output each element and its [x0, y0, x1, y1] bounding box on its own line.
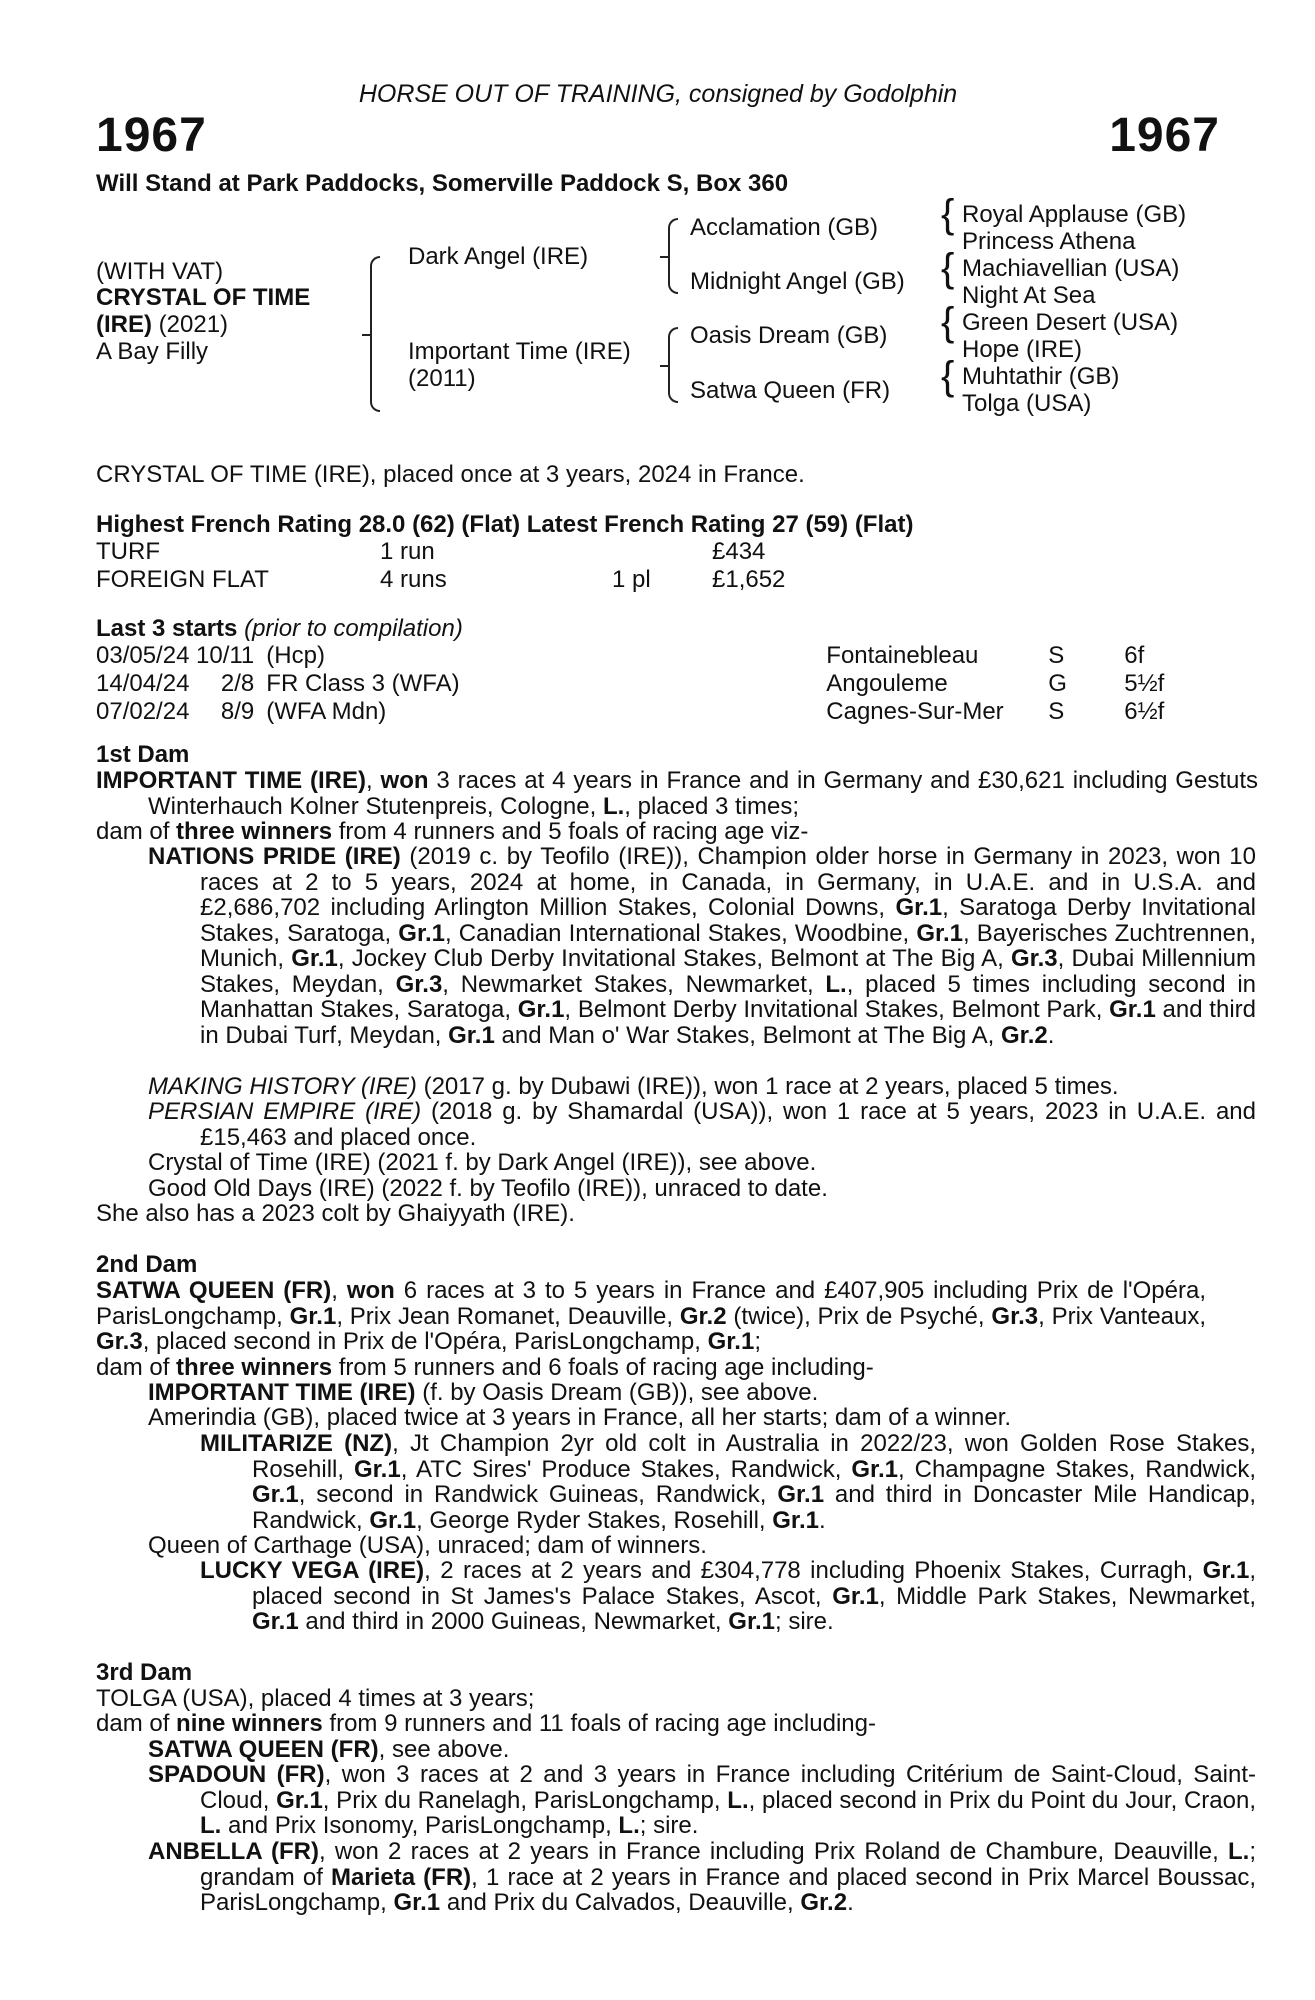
- good-old-days-entry: Good Old Days (IRE) (2022 f. by Teofilo (IRE)), unraced to date.: [148, 1175, 828, 1202]
- gg-dam-3: Hope (IRE): [962, 336, 1083, 363]
- second-dam-record: SATWA QUEEN (FR), won 6 races at 3 to 5 years in France and £407,905 including Prix de l'Opéra, ParisLongchamp, Gr.1, Prix Jean Romanet, Deauville, Gr.2 (twice), Prix de Psyché, Gr.3, Prix Vanteaux, Gr.3, placed second in Prix de l'Opéra, ParisLongchamp, Gr.1;: [96, 1277, 1207, 1355]
- vat-note: (WITH VAT): [96, 258, 224, 285]
- sire-dam: Midnight Angel (GB): [690, 268, 905, 295]
- lot-number-left: 1967: [96, 109, 207, 162]
- also-has-note: She also has a 2023 colt by Ghaiyyath (IRE).: [96, 1200, 575, 1227]
- dam-name: Important Time (IRE): [408, 338, 631, 365]
- making-history-entry: MAKING HISTORY (IRE) (2017 g. by Dubawi (IRE)), won 1 race at 2 years, placed 5 times.: [148, 1073, 1119, 1100]
- curly-brace: {: [941, 300, 955, 344]
- race-summary: CRYSTAL OF TIME (IRE), placed once at 3 years, 2024 in France.: [96, 461, 805, 488]
- curly-brace: {: [941, 246, 955, 290]
- first-dam-heading: 1st Dam: [96, 741, 190, 768]
- nations-pride-entry: NATIONS PRIDE (IRE) (2019 c. by Teofilo (IRE)), Champion older horse in Germany in 2023, won 10 races at 2 to 5 years, 2024 at home, in Canada, in Germany, in U.A.E. and in U.S.A. and £2,686,702 including Arlington Million Stakes, Colonial Downs, Gr.1, Saratoga Derby Invitational Stakes, Saratoga, Gr.1, Canadian International Stakes, Woodbine, Gr.1, Bayerisches Zuchtrennen, Munich, Gr.1, Jockey Club Derby Invitational Stakes, Belmont at The Big A, Gr.3, Dubai Millennium Stakes, Meydan, Gr.3, Newmarket Stakes, Newmarket, L., placed 5 times including second in Manhattan Stakes, Saratoga, Gr.1, Belmont Derby Invitational Stakes, Belmont Park, Gr.1 and third in Dubai Turf, Meydan, Gr.1 and Man o' War Stakes, Belmont at The Big A, Gr.2.: [148, 843, 1257, 1049]
- satwa-queen-entry: SATWA QUEEN (FR), see above.: [148, 1736, 510, 1763]
- persian-empire-entry: PERSIAN EMPIRE (IRE) (2018 g. by Shamardal (USA)), won 1 race at 5 years, 2023 in U.A.E. and £15,463 and placed once.: [148, 1098, 1256, 1151]
- table-row: 03/05/24 10/11 (Hcp) Fontainebleau S 6f: [96, 642, 1145, 669]
- dam-sire: Oasis Dream (GB): [690, 322, 888, 349]
- race-record-table: [96, 538, 785, 594]
- first-dam-record: IMPORTANT TIME (IRE), won 3 races at 4 years in France and in Germany and £30,621 including Gestuts Winterhauch Kolner Stutenpreis, Cologne, L., placed 3 times;: [96, 767, 1259, 820]
- sire-name: Dark Angel (IRE): [408, 243, 589, 270]
- last-starts-heading: Last 3 starts (prior to compilation): [96, 615, 463, 642]
- third-dam-heading: 3rd Dam: [96, 1659, 193, 1686]
- gg-dam-2: Night At Sea: [962, 282, 1096, 309]
- table-row: TURF 1 run £434: [96, 538, 766, 565]
- bracket-main: [370, 256, 380, 412]
- gg-dam-4: Tolga (USA): [962, 390, 1092, 417]
- lot-number-right: 1967: [1109, 109, 1220, 162]
- table-row: 07/02/24 8/9 (WFA Mdn) Cagnes-Sur-Mer S 6½f: [96, 698, 1165, 725]
- important-time-entry: IMPORTANT TIME (IRE) (f. by Oasis Dream (GB)), see above.: [148, 1379, 819, 1406]
- rating-line: Highest French Rating 28.0 (62) (Flat) Latest French Rating 27 (59) (Flat): [96, 511, 914, 538]
- horse-description: A Bay Filly: [96, 338, 209, 365]
- second-dam-produce-line: dam of three winners from 5 runners and 6 foals of racing age including-: [96, 1354, 874, 1381]
- second-dam-heading: 2nd Dam: [96, 1251, 198, 1278]
- gg-sire-3: Green Desert (USA): [962, 309, 1179, 336]
- third-dam-produce-line: dam of nine winners from 9 runners and 11 foals of racing age including-: [96, 1710, 876, 1737]
- curly-brace: {: [941, 354, 955, 398]
- gg-sire-1: Royal Applause (GB): [962, 201, 1187, 228]
- dam-year: (2011): [408, 365, 476, 392]
- third-dam-record: TOLGA (USA), placed 4 times at 3 years;: [96, 1685, 535, 1712]
- crystal-of-time-entry: Crystal of Time (IRE) (2021 f. by Dark Angel (IRE)), see above.: [148, 1149, 817, 1176]
- gg-dam-1: Princess Athena: [962, 228, 1136, 255]
- militarize-entry: MILITARIZE (NZ), Jt Champion 2yr old colt in Australia in 2022/23, won Golden Rose Stakes, Rosehill, Gr.1, ATC Sires' Produce Stakes, Randwick, Gr.1, Champagne Stakes, Randwick, Gr.1, second in Randwick Guineas, Randwick, Gr.1 and third in Doncaster Mile Handicap, Randwick, Gr.1, George Ryder Stakes, Rosehill, Gr.1.: [200, 1430, 1257, 1534]
- dam-dam: Satwa Queen (FR): [690, 377, 891, 404]
- queen-of-carthage-entry: Queen of Carthage (USA), unraced; dam of winners.: [148, 1532, 707, 1559]
- bracket-dam: [668, 327, 678, 403]
- sire-sire: Acclamation (GB): [690, 214, 879, 241]
- horse-name: CRYSTAL OF TIME: [96, 284, 311, 311]
- lucky-vega-entry: LUCKY VEGA (IRE), 2 races at 2 years and £304,778 including Phoenix Stakes, Curragh, Gr.1, placed second in St James's Palace Stakes, Ascot, Gr.1, Middle Park Stakes, Newmarket, Gr.1 and third in 2000 Guineas, Newmarket, Gr.1; sire.: [200, 1557, 1257, 1635]
- first-dam-produce-line: dam of three winners from 4 runners and 5 foals of racing age viz-: [96, 818, 809, 845]
- curly-brace: {: [941, 192, 955, 236]
- spadoun-entry: SPADOUN (FR), won 3 races at 2 and 3 years in France including Critérium de Saint-Cloud, Saint-Cloud, Gr.1, Prix du Ranelagh, ParisLongchamp, L., placed second in Prix du Point du Jour, Craon, L. and Prix Isonomy, ParisLongchamp, L.; sire.: [148, 1761, 1257, 1839]
- bracket-sire: [668, 218, 678, 294]
- consignor-subtitle: HORSE OUT OF TRAINING, consigned by Godolphin: [358, 80, 958, 108]
- horse-name-suffix-year: (IRE) (2021): [96, 311, 229, 338]
- stand-location: Will Stand at Park Paddocks, Somerville Paddock S, Box 360: [96, 170, 789, 197]
- amerindia-entry: Amerindia (GB), placed twice at 3 years in France, all her starts; dam of a winner.: [148, 1404, 1012, 1431]
- last-starts-table: [96, 642, 1164, 726]
- anbella-entry: ANBELLA (FR), won 2 races at 2 years in France including Prix Roland de Chambure, Deauville, L.; grandam of Marieta (FR), 1 race at 2 years in France and placed second in Prix Marcel Boussac, ParisLongchamp, Gr.1 and Prix du Calvados, Deauville, Gr.2.: [148, 1838, 1257, 1916]
- table-row: FOREIGN FLAT 4 runs 1 pl £1,652: [96, 566, 786, 593]
- table-row: 14/04/24 2/8 FR Class 3 (WFA) Angouleme G 5½f: [96, 670, 1165, 697]
- gg-sire-2: Machiavellian (USA): [962, 255, 1180, 282]
- gg-sire-4: Muhtathir (GB): [962, 363, 1120, 390]
